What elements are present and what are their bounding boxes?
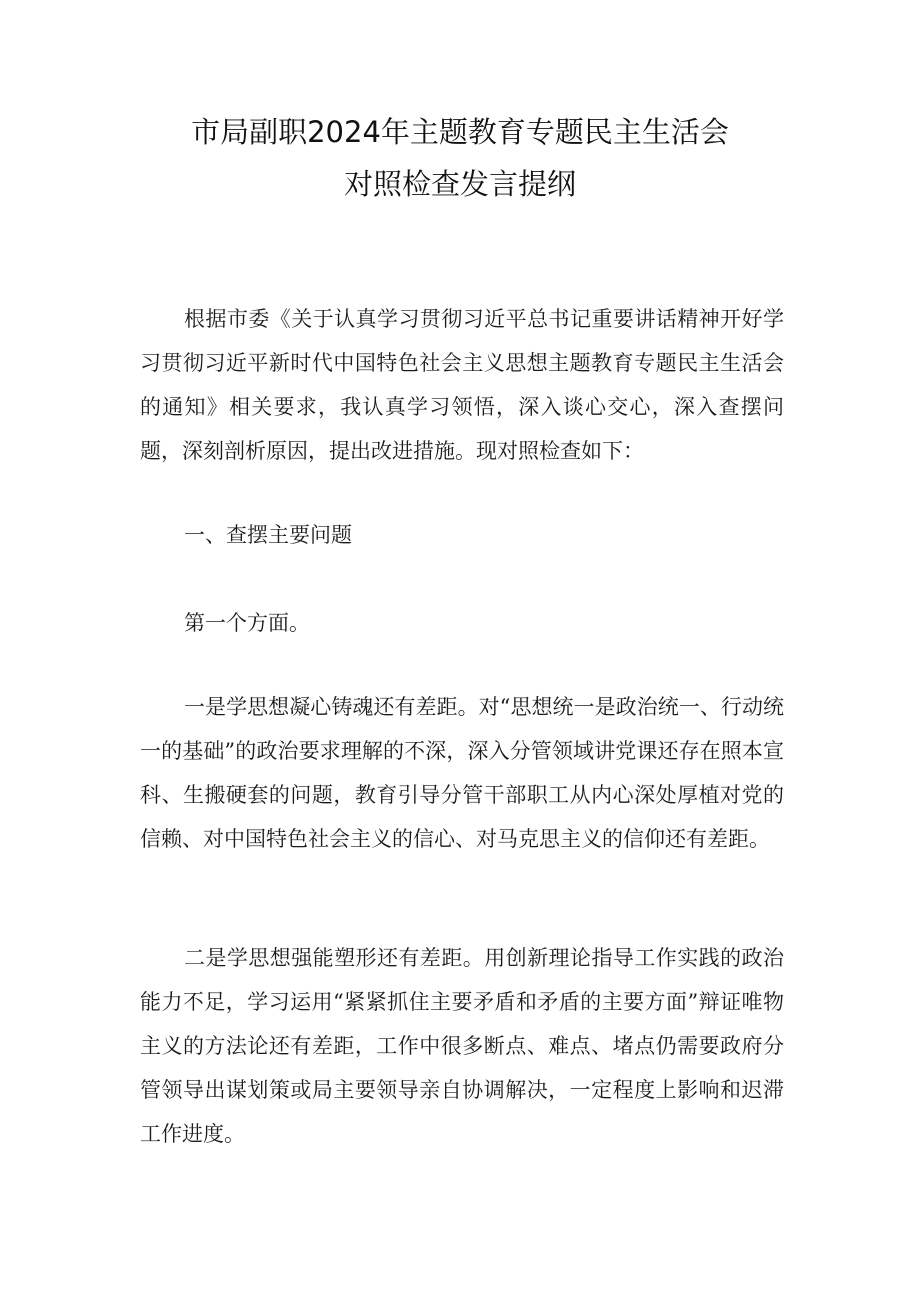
aspect-heading: 第一个方面。 (184, 611, 310, 635)
intro-paragraph: 根据市委《关于认真学习贯彻习近平总书记重要讲话精神开好学习贯彻习近平新时代中国特色社会主义思想主题教育专题民主生活会的通知》相关要求，我认真学习领悟，深入谈心交心，深入查摆问题，深刻剖析原因，提出改进措施。现对照检查如下： (140, 307, 784, 463)
section-heading: 一、查摆主要问题 (184, 523, 352, 547)
document-title-line2: 对照检查发言提纲 (343, 167, 576, 201)
problem-item-2: 二是学思想强能塑形还有差距。用创新理论指导工作实践的政治能力不足，学习运用“紧紧抓住主要矛盾和矛盾的主要方面”辩证唯物主义的方法论还有差距，工作中很多断点、难点、堵点仍需要政府分管领导出谋划策或局主要领导亲自协调解决，一定程度上影响和迟滞工作进度。 (140, 946, 784, 1146)
problem-item-1: 一是学思想凝心铸魂还有差距。对“思想统一是政治统一、行动统一的基础”的政治要求理解的不深，深入分管领域讲党课还存在照本宣科、生搬硬套的问题，教育引导分管干部职工从内心深处厚植对党的信赖、对中国特色社会主义的信心、对马克思主义的信仰还有差距。 (140, 695, 784, 851)
document-title-line1: 市局副职2024年主题教育专题民主生活会 (191, 115, 729, 149)
